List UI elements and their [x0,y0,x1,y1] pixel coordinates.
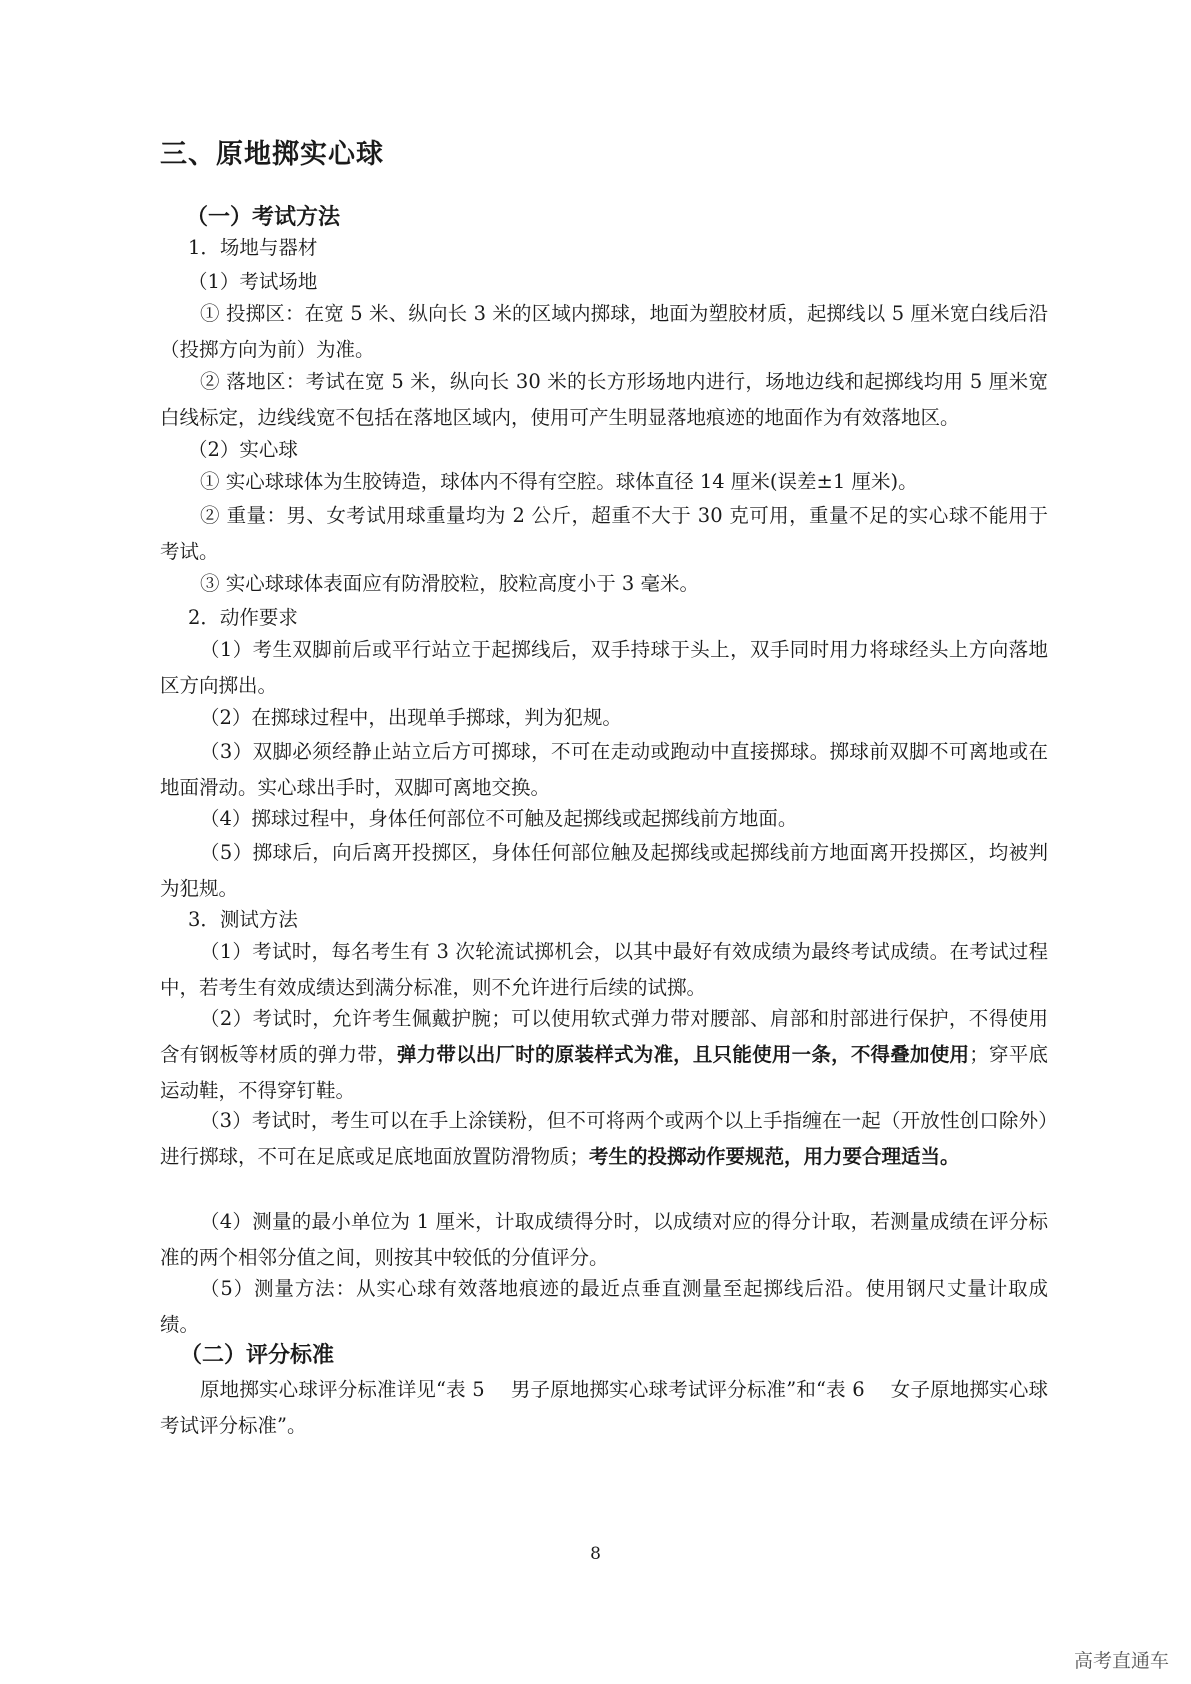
test-3-bold-text: 考生的投掷动作要规范，用力要合理适当。 [589,1145,960,1168]
paragraph-test-2 [160,1001,1048,1109]
paragraph-throw-area: ① 投掷区：在宽 5 米、纵向长 3 米的区域内掷球，地面为塑胶材质，起掷线以 5 厘米宽白线后沿（投掷方向为前）为准。 [160,302,1048,361]
item-exam-venue: （1）考试场地 [188,270,318,293]
item-action-requirements: 2．动作要求 [188,606,298,629]
paragraph-test-1: （1）考试时，每名考生有 3 次轮流试掷机会，以其中最好有效成绩为最终考试成绩。在考试过程中，若考生有效成绩达到满分标准，则不允许进行后续的试掷。 [160,940,1048,999]
page-number: 8 [590,1544,601,1564]
test-3-text: （3）考试时，考生可以在手上涂镁粉，但不可将两个或两个以上手指缠在一起（开放性创口除外）进行掷球，不可在足底或足底地面放置防滑物质； [160,1109,1048,1168]
paragraph-landing-area: ② 落地区：考试在宽 5 米，纵向长 30 米的长方形场地内进行，场地边线和起掷线均用 5 厘米宽白线标定，边线线宽不包括在落地区域内，使用可产生明显落地痕迹的地面作为有效落地区。 [160,370,1048,429]
test-2-text: （2）考试时，允许考生佩戴护腕；可以使用软式弹力带对腰部、肩部和肘部进行保护，不得使用含有钢板等材质的弹力带， [160,1007,1048,1066]
paragraph-scoring-standard: 原地掷实心球评分标准详见“表 5 男子原地掷实心球考试评分标准”和“表 6 女子原地掷实心球考试评分标准”。 [160,1378,1048,1437]
subsection-title-scoring: （二）评分标准 [180,1342,335,1368]
item-test-method: 3．测试方法 [188,908,298,931]
item-venue-equipment: 1．场地与器材 [188,236,318,259]
paragraph-action-3: （3）双脚必须经静止站立后方可掷球，不可在走动或跑动中直接掷球。掷球前双脚不可离地或在地面滑动。实心球出手时，双脚可离地交换。 [160,740,1048,799]
paragraph-ball-material: ① 实心球球体为生胶铸造，球体内不得有空腔。球体直径 14 厘米(误差±1 厘米)。 [200,470,918,493]
test-2-bold-text: 弹力带以出厂时的原装样式为准，且只能使用一条，不得叠加使用 [396,1043,970,1066]
test-2-tail-text: ；穿平底运动鞋，不得穿钉鞋。 [160,1043,1048,1102]
paragraph-ball-weight: ② 重量：男、女考试用球重量均为 2 公斤，超重不大于 30 克可用，重量不足的实心球不能用于考试。 [160,504,1048,563]
watermark-text: 高考直通车 [1073,1650,1169,1672]
paragraph-test-3 [160,1103,1048,1175]
section-title: 三、原地掷实心球 [160,139,384,170]
paragraph-test-4: （4）测量的最小单位为 1 厘米，计取成绩得分时，以成绩对应的得分计取，若测量成绩在评分标准的两个相邻分值之间，则按其中较低的分值评分。 [160,1210,1048,1269]
paragraph-test-5: （5）测量方法：从实心球有效落地痕迹的最近点垂直测量至起掷线后沿。使用钢尺丈量计取成绩。 [160,1277,1048,1336]
subsection-title-exam-method: （一）考试方法 [186,204,341,230]
paragraph-action-4: （4）掷球过程中，身体任何部位不可触及起掷线或起掷线前方地面。 [200,807,798,830]
paragraph-action-1: （1）考生双脚前后或平行站立于起掷线后，双手持球于头上，双手同时用力将球经头上方向落地区方向掷出。 [160,638,1048,697]
paragraph-ball-surface: ③ 实心球球体表面应有防滑胶粒，胶粒高度小于 3 毫米。 [200,572,700,595]
paragraph-action-2: （2）在掷球过程中，出现单手掷球，判为犯规。 [200,706,622,729]
item-medicine-ball: （2）实心球 [188,438,298,461]
paragraph-action-5: （5）掷球后，向后离开投掷区，身体任何部位触及起掷线或起掷线前方地面离开投掷区，均被判为犯规。 [160,841,1048,900]
